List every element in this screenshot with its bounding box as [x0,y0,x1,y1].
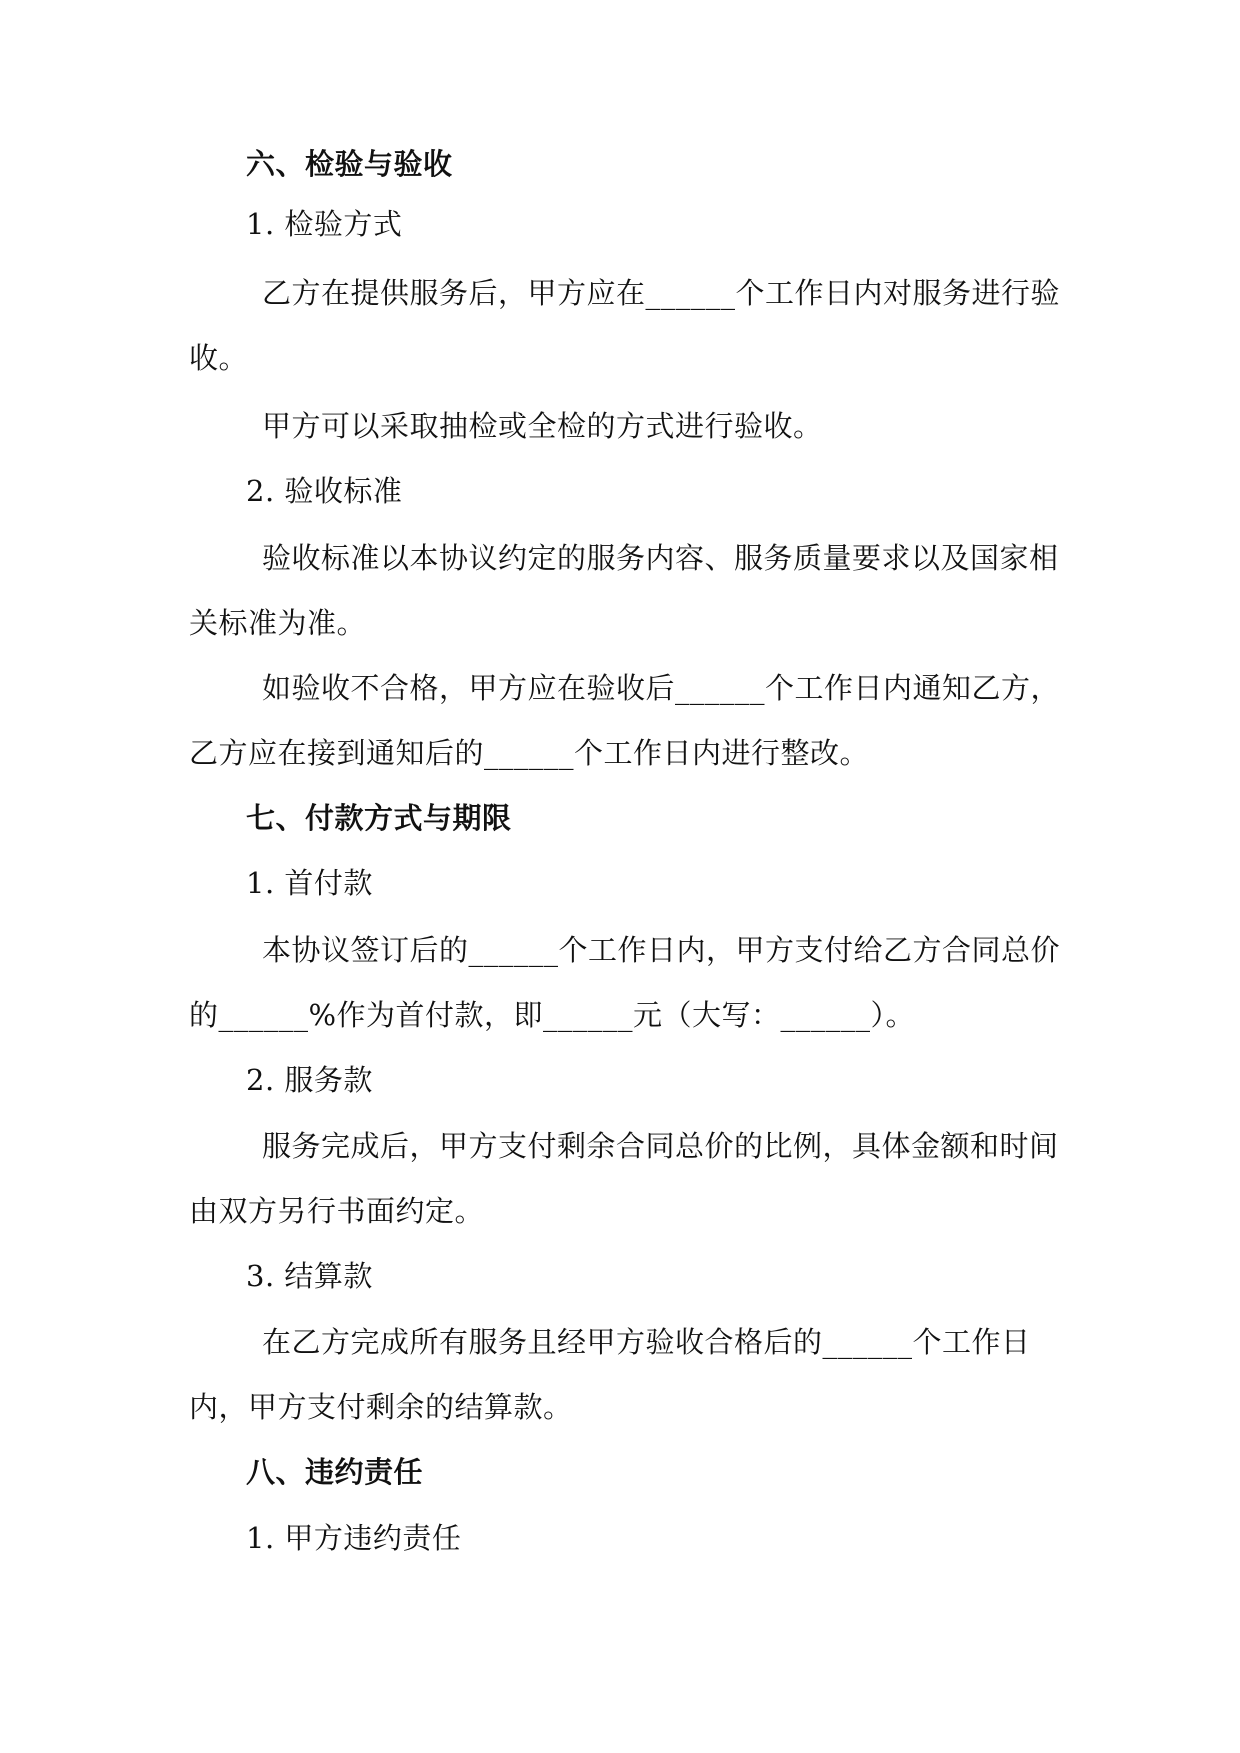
section-heading-payment: 七、付款方式与期限 [246,801,512,835]
paragraph-line: 收。 [189,341,249,375]
paragraph-line: 验收标准以本协议约定的服务内容、服务质量要求以及国家相 [262,541,1059,575]
paragraph-line: 乙方应在接到通知后的______个工作日内进行整改。 [189,736,870,770]
paragraph-line: 服务完成后，甲方支付剩余合同总价的比例，具体金额和时间 [262,1129,1059,1163]
paragraph-line: 的______%作为首付款，即______元（大写：______）。 [189,998,916,1032]
subheading-down-payment: 1. 首付款 [246,866,373,900]
paragraph-line: 由双方另行书面约定。 [189,1194,485,1228]
section-heading-breach: 八、违约责任 [246,1455,424,1489]
subheading-settlement-payment: 3. 结算款 [246,1259,373,1293]
subheading-acceptance-standard: 2. 验收标准 [246,474,403,508]
paragraph-line: 在乙方完成所有服务且经甲方验收合格后的______个工作日 [262,1325,1031,1359]
subheading-service-payment: 2. 服务款 [246,1063,373,1097]
paragraph-line: 甲方可以采取抽检或全检的方式进行验收。 [262,409,823,443]
paragraph-line: 本协议签订后的______个工作日内，甲方支付给乙方合同总价 [262,933,1061,967]
section-heading-inspection: 六、检验与验收 [246,147,453,181]
paragraph-line: 乙方在提供服务后，甲方应在______个工作日内对服务进行验 [262,276,1061,310]
paragraph-line: 关标准为准。 [189,606,367,640]
paragraph-line: 内，甲方支付剩余的结算款。 [189,1390,573,1424]
paragraph-line: 如验收不合格，甲方应在验收后______个工作日内通知乙方， [262,671,1061,705]
subheading-party-a-breach: 1. 甲方违约责任 [246,1521,462,1555]
subheading-inspection-method: 1. 检验方式 [246,207,403,241]
